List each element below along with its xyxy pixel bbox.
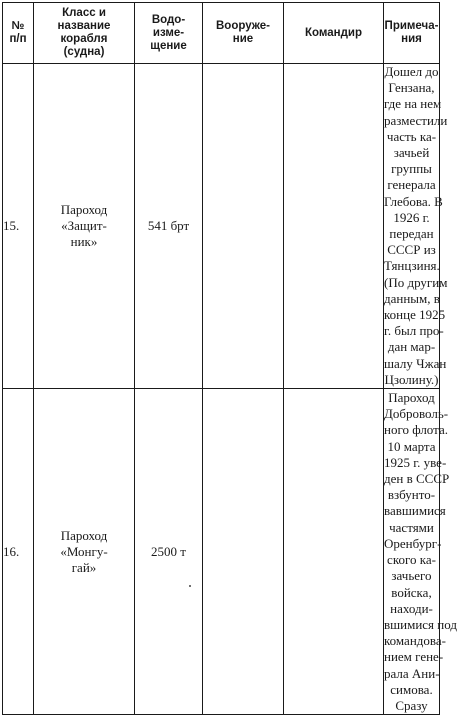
text-line: часть ка-: [386, 128, 437, 144]
ship-displacement: 2500 т: [135, 389, 203, 715]
text-line: щение: [150, 39, 187, 52]
print-speck: [189, 585, 191, 587]
text-line: Тянцзиня.: [384, 258, 440, 274]
ships-table: [2, 2, 457, 715]
text-line: ник»: [70, 234, 98, 250]
table-row: [3, 389, 440, 715]
text-line: Пароход: [60, 527, 108, 543]
text-line: изме-: [152, 26, 185, 39]
text-line: Класс и: [62, 7, 106, 19]
text-line: командова-: [384, 633, 446, 649]
text-line: Командир: [305, 26, 362, 39]
text-line: п/п: [9, 33, 27, 45]
text-line: «Защит-: [61, 218, 107, 234]
text-line: ние: [232, 33, 254, 45]
text-line: Цзолину.): [384, 371, 439, 387]
text-line: шалу Чжан: [384, 355, 447, 371]
row-number: 15.: [3, 64, 34, 389]
text-line: «Монгу-: [60, 543, 108, 559]
text-line: 1925 г. уве-: [384, 454, 447, 470]
header-row: [3, 3, 440, 64]
header-num: [3, 3, 34, 64]
text-line: разместили: [384, 112, 448, 128]
text-line: Дошел до: [384, 64, 439, 79]
header-notes: [384, 3, 440, 64]
text-line: вавшимися: [384, 503, 446, 519]
text-line: №: [11, 20, 25, 32]
text-line: взбунто-: [387, 487, 436, 503]
text-line: передан: [389, 226, 434, 242]
text-line: вшимися под: [384, 616, 457, 632]
text-line: Пароход: [388, 390, 435, 406]
ship-commander: [284, 389, 384, 715]
text-line: конце 1925: [384, 307, 446, 323]
text-line: 1926 г.: [393, 209, 430, 225]
text-line: данным, в: [384, 290, 440, 306]
text-line: Примеча-: [384, 20, 439, 32]
text-line: 10 марта: [387, 438, 436, 454]
text-line: Доброволь-: [384, 406, 449, 422]
ship-commander: [284, 64, 384, 389]
text-line: Вооруже-: [216, 20, 270, 32]
text-line: СССР из: [387, 242, 436, 258]
text-line: (По другим: [384, 274, 448, 290]
text-line: Водо-: [151, 13, 186, 26]
table-row: [3, 64, 440, 389]
ship-displacement: 541 брт: [135, 64, 203, 389]
text-line: зачьего: [391, 568, 432, 584]
ship-armament: [203, 389, 284, 715]
text-line: Глебова. В: [384, 193, 443, 209]
text-line: ден в СССР: [384, 471, 450, 487]
text-line: рала Ани-: [384, 665, 440, 681]
text-line: находи-: [390, 600, 433, 616]
ship-class-name: [34, 389, 135, 715]
document-page: [2, 2, 457, 713]
header-armament: [203, 3, 284, 64]
text-line: зачьей: [393, 145, 430, 161]
header-class-name: [34, 3, 135, 64]
ship-notes: [384, 389, 457, 715]
row-number: 16.: [3, 389, 34, 715]
ship-notes: [384, 64, 448, 389]
text-line: название: [57, 20, 111, 32]
text-line: (судна): [63, 46, 105, 58]
text-line: дан мар-: [387, 339, 436, 355]
text-line: симова.: [390, 681, 433, 697]
text-line: генерала: [387, 177, 436, 193]
text-line: группы: [391, 161, 432, 177]
header-displacement: [135, 3, 203, 64]
text-line: нием гене-: [384, 649, 444, 665]
text-line: корабля: [60, 33, 108, 45]
ship-class-name: [34, 64, 135, 389]
text-line: ного флота.: [384, 422, 448, 438]
text-line: ского ка-: [387, 552, 436, 568]
text-line: ния: [401, 33, 422, 45]
text-line: Оренбург-: [384, 535, 442, 551]
header-commander: [284, 3, 384, 64]
text-line: гай»: [71, 559, 97, 575]
ship-armament: [203, 64, 284, 389]
text-line: где на нем: [384, 96, 442, 112]
text-line: частями: [389, 519, 434, 535]
text-line: Сразу: [395, 697, 428, 713]
text-line: войска,: [391, 584, 432, 600]
text-line: Гензана,: [388, 80, 435, 96]
text-line: Пароход: [60, 202, 108, 218]
text-line: г. был про-: [384, 323, 444, 339]
